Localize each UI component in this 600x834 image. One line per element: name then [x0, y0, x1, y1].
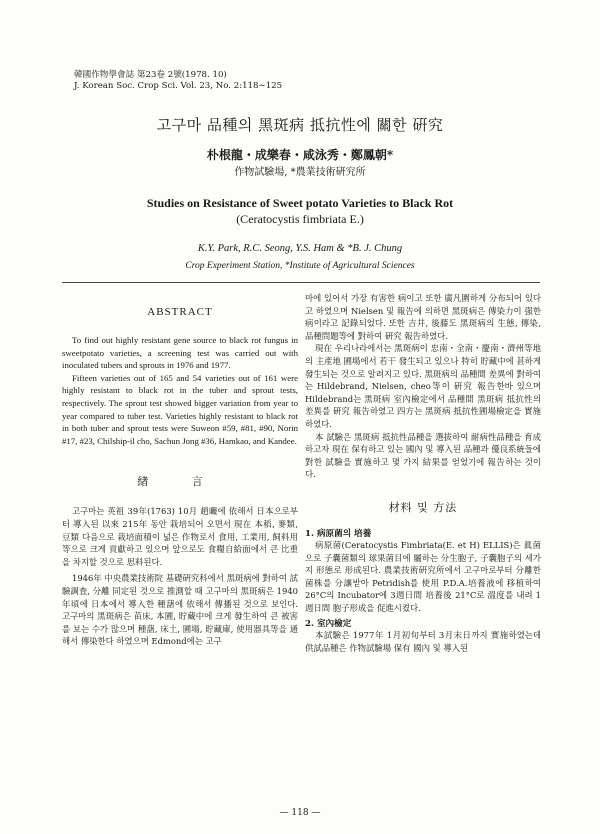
- abstract-paragraph-2: Fifteen varieties out of 165 and 54 varieties out of 161 were highly resistant to black rot in the tuber and sprout tests, respectively. The sprout test showed bigger variation from year to year compared to tuber test. Varieties highly resistant to black rot in both tuber and sprout tests were Suweon #59, #81, #90, Norin #17, #23, Chilship-il cho, Sachun Jong #36, Hamkao, and Kandee.: [62, 372, 298, 446]
- methods-heading: 材料 및 方法: [388, 500, 458, 514]
- introduction-continued-2: 現在 우리나라에서는 黑斑病이 忠南・全南・慶南・濟州等地의 主產地 圃場에서 若干 發生되고 있으나 特히 貯藏中에 甚하게 發生되는 것으로 알려지고 있다. 黑斑病의 品種間 差異에 對하여는 Hildebrand, Nielsen, cheo等이 硏究 報告한바 있으며 Hildebrand는 黑斑病 室內檢定에서 品種間 黑斑病 抵抗性의 差異를 硏究 報告하였고 四方는 黑斑病 抵抗性圃場檢定을 實施하였다.: [305, 343, 541, 429]
- journal-line-english: J. Korean Soc. Crop Sci. Vol. 23, No. 2:118∼125: [74, 81, 283, 91]
- korean-affiliation: 作物試驗場, *農業技術硏究所: [234, 167, 366, 178]
- journal-line-korean: 韓國作物學會誌 第23卷 2號(1978. 10): [74, 70, 227, 80]
- page-number: — 118 —: [279, 808, 321, 818]
- abstract-paragraph-1: To find out highly resistant gene source to black rot fungus in sweetpotato varieties, a screening test was carried out with inoculated tubers and sprouts in 1976 and 1977.: [62, 335, 298, 371]
- introduction-continued-3: 本 試驗은 黑斑病 抵抗性品種을 選拔하여 耐病性品種을 育成하고자 現在 保有하고 있는 國內 및 導入된 品種과 優良系統들에 對한 試驗을 實施하고 몇 가지 結果를 얻었기에 報告하는 것이다.: [305, 431, 541, 480]
- english-authors: K.Y. Park, R.C. Seong, Y.S. Ham & *B. J. Chung: [197, 243, 403, 254]
- methods-paragraph-2: 本試驗은 1977年 1月初旬부터 3月末日까지 實施하였는데 供試品種은 作物試驗場 保有 國內 및 導入된: [305, 630, 541, 654]
- english-title: Studies on Resistance of Sweet potato Varieties to Black Rot: [146, 196, 454, 210]
- right-column: [305, 292, 541, 655]
- header-divider: [62, 282, 540, 283]
- introduction-heading: 緖 言: [137, 475, 223, 489]
- journal-citation: [74, 70, 282, 92]
- english-subtitle: (Ceratocystis fimbriata E.): [236, 212, 364, 226]
- introduction-paragraph-2: 1946年 中央農業技術院 基礎硏究科에서 黑斑病에 對하여 試驗調査, 分離 同定된 것으로 推測할 때 고구마의 黑斑病은 1940年頃에 日本에서 導入한 種藷에 依해서 傳播된 것으로 보인다. 고구마의 黑斑病은 苗床, 本圃, 貯藏中에 크게 發生하여 큰 被害를 보는 수가 많으며 種藷, 床土, 圃場, 貯藏庫, 使用器具等을 通해서 傳染한다 하였으며 Edmond에는 고구: [62, 573, 298, 647]
- methods-subheading-1: 1. 病原菌의 培養: [305, 528, 372, 539]
- korean-title: 고구마 品種의 黑斑病 抵抗性에 關한 硏究: [156, 116, 444, 134]
- introduction-continued-1: 마에 있어서 가장 有害한 病이고 또한 廣凡圍하게 分布되어 있다고 하였으며 Nielsen 및 報告에 의하면 黑斑病은 傳染力이 强한 病이라고 記錄되었다. 또한 吉井, 後藤도 黑斑病의 生態, 傳染, 品種問題等에 對하여 硏究 報告하였다.: [305, 293, 541, 341]
- korean-authors: 朴根龍・成樂春・咸泳秀・鄭鳳朝*: [206, 148, 394, 162]
- introduction-paragraph-1: 고구마는 英祖 39年(1763) 10月 趙曮에 依해서 日本으로부터 導入된 以來 215年 동안 栽培되어 오면서 現在 本稻, 麥類, 豆類 다음으로 栽培面積이 넓은 作物로서 食用, 工業用, 飼料用 等으로 크게 貢獻하고 있으며 앞으로도 食糧自給面에서 큰 比重을 차지할 것으로 思料된다.: [62, 506, 298, 567]
- english-affiliation: Crop Experiment Station, *Institute of Agricultural Sciences: [185, 261, 415, 271]
- methods-paragraph-1: 病原菌(Ceratocystis Fimbriata(E. et H) ELLIS)은 眞菌으로 子囊菌類의 球果菌目에 屬하는 分生胞子, 子囊胞子의 세가지 形態로 形成된다. 農業技術硏究所에서 고구마로부터 分離한 菌株를 分讓받아 Petridish를 使用 P.D.A.培養液에 移植하여 26°C의 Incubator에 3週日間 培養後 21°C로 溫度를 내려 1週日間 胞子形成을 促進시켰다.: [305, 539, 541, 613]
- abstract-heading: ABSTRACT: [147, 306, 213, 318]
- methods-subheading-2: 2. 室內檢定: [305, 619, 352, 630]
- left-column: [62, 292, 298, 648]
